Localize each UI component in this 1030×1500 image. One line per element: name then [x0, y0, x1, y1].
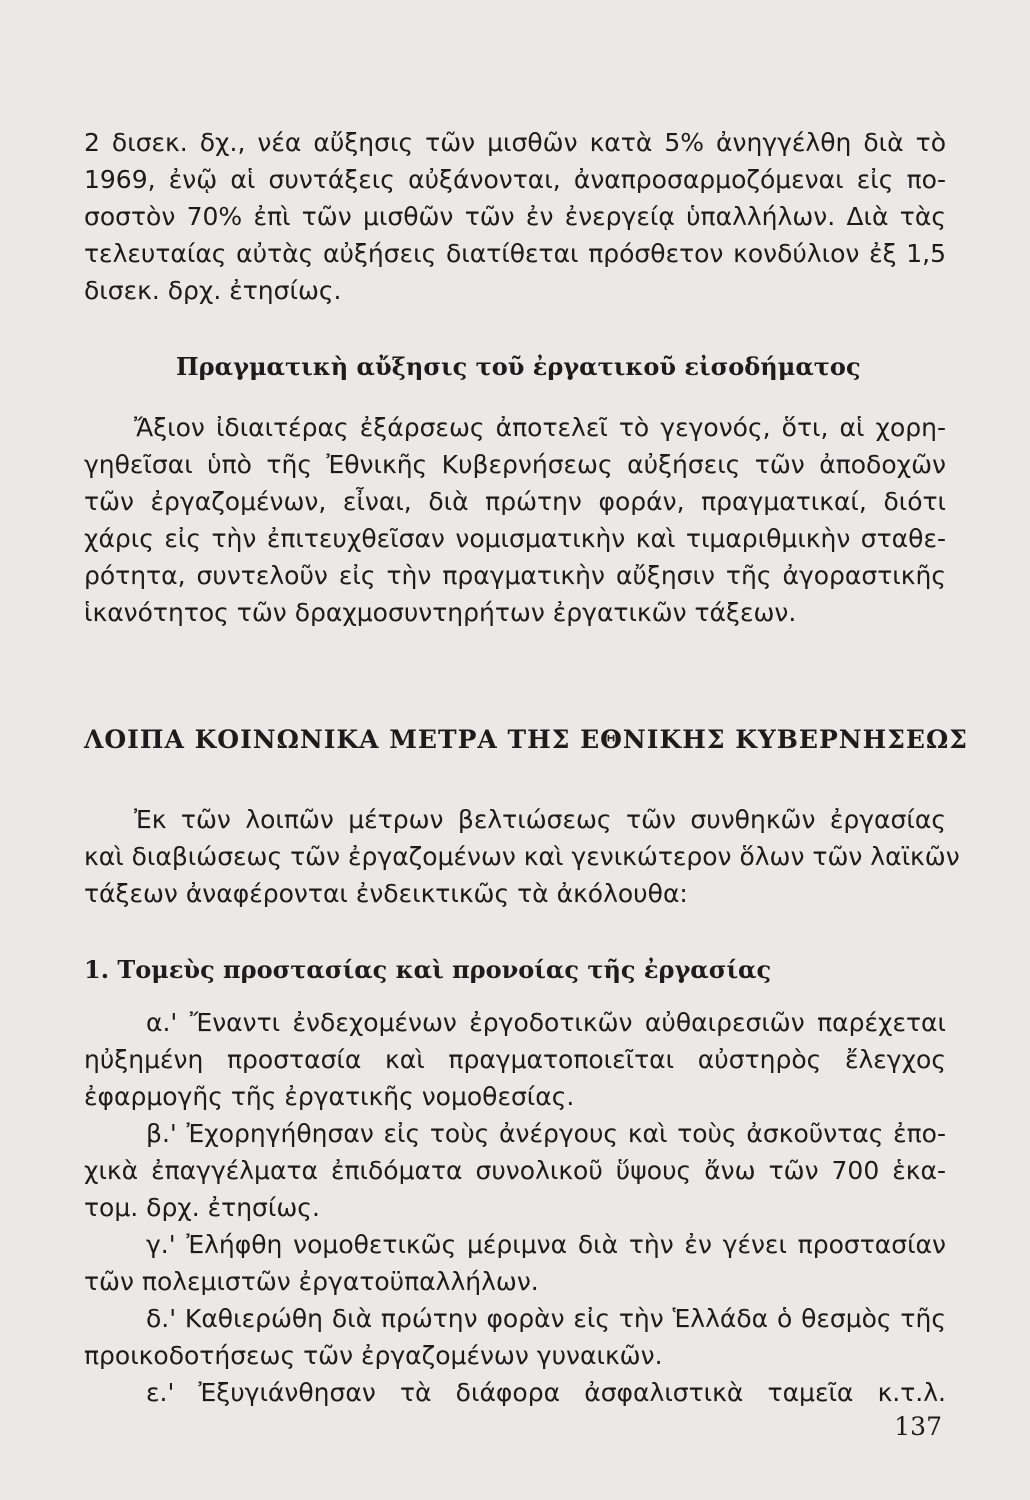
text-line: προικοδοτήσεως τῶν ἐργαζομένων γυναικῶν. [84, 1341, 663, 1370]
section-heading-real-income: Πραγματικὴ αὔξησις τοῦ ἐργατικοῦ εἰσοδήματος [176, 352, 861, 381]
text-line: δισεκ. δρχ. ἐτησίως. [84, 276, 342, 305]
text-line: τάξεων ἀναφέρονται ἐνδεικτικῶς τὰ ἀκόλουθα: [84, 879, 688, 908]
text-line: ρότητα, συντελοῦν εἰς τὴν πραγματικὴν αὔξησιν τῆς ἀγοραστικῆς [84, 561, 946, 590]
text-line: Ἄξιον ἰδιαιτέρας ἐξάρσεως ἀποτελεῖ τὸ γεγονός, ὅτι, αἱ χορη- [134, 413, 946, 442]
text-line: τῶν πολεμιστῶν ἐργατοϋπαλλήλων. [84, 1267, 539, 1296]
text-line: Ἐκ τῶν λοιπῶν μέτρων βελτιώσεως τῶν συνθηκῶν ἐργασίας [134, 805, 946, 834]
list-item-epsilon: ε.' Ἐξυγιάνθησαν τὰ διάφορα ἀσφαλιστικὰ ταμεῖα κ.τ.λ. [146, 1378, 946, 1407]
text-line: γηθεῖσαι ὑπὸ τῆς Ἐθνικῆς Κυβερνήσεως αὐξήσεις τῶν ἀποδοχῶν [84, 450, 946, 479]
text-line: ἐφαρμογῆς τῆς ἐργατικῆς νομοθεσίας. [84, 1082, 575, 1111]
text-line: τῶν ἐργαζομένων, εἶναι, διὰ πρώτην φοράν, πραγματικαί, διότι [84, 487, 946, 516]
list-item-delta: δ.' Καθιερώθη διὰ πρώτην φορὰν εἰς τὴν Ἑλλάδα ὁ θεσμὸς τῆς [146, 1304, 946, 1333]
text-line: 2 δισεκ. δχ., νέα αὔξησις τῶν μισθῶν κατὰ 5% ἀνηγγέλθη διὰ τὸ [84, 128, 946, 157]
subsection-heading-labour-protection: 1. Τομεὺς προστασίας καὶ προνοίας τῆς ἐργασίας [84, 955, 772, 984]
text-line: χάρις εἰς τὴν ἐπιτευχθεῖσαν νομισματικὴν καὶ τιμαριθμικὴν σταθε- [84, 524, 946, 553]
text-line: ηὐξημένη προστασία καὶ πραγματοποιεῖται αὐστηρὸς ἔλεγχος [84, 1045, 946, 1074]
text-line: τομ. δρχ. ἐτησίως. [84, 1193, 320, 1222]
list-item-alpha: α.' Ἔναντι ἐνδεχομένων ἐργοδοτικῶν αὐθαιρεσιῶν παρέχεται [146, 1008, 946, 1037]
text-line: χικὰ ἐπαγγέλματα ἐπιδόματα συνολικοῦ ὕψους ἄνω τῶν 700 ἑκα- [84, 1156, 946, 1185]
text-line: καὶ διαβιώσεως τῶν ἐργαζομένων καὶ γενικώτερον ὅλων τῶν λαϊκῶν [84, 842, 960, 871]
chapter-heading-other-social-measures: ΛΟΙΠΑ ΚΟΙΝΩΝΙΚΑ ΜΕΤΡΑ ΤΗΣ ΕΘΝΙΚΗΣ ΚΥΒΕΡΝΗΣΕΩΣ [84, 725, 968, 754]
list-item-gamma: γ.' Ἐλήφθη νομοθετικῶς μέριμνα διὰ τὴν ἐν γένει προστασίαν [146, 1230, 946, 1259]
text-line: 1969, ἐνῷ αἱ συντάξεις αὐξάνονται, ἀναπροσαρμοζόμεναι εἰς πο- [84, 165, 946, 194]
text-line: ἱκανότητος τῶν δραχμοσυντηρήτων ἐργατικῶν τάξεων. [84, 598, 797, 627]
text-line: τελευταίας αὐτὰς αὐξήσεις διατίθεται πρόσθετον κονδύλιον ἐξ 1,5 [84, 239, 946, 268]
list-item-beta: β.' Ἐχορηγήθησαν εἰς τοὺς ἀνέργους καὶ τοὺς ἀσκοῦντας ἐπο- [146, 1119, 946, 1148]
page-number: 137 [894, 1412, 942, 1441]
text-line: σοστὸν 70% ἐπὶ τῶν μισθῶν τῶν ἐν ἐνεργείᾳ ὑπαλλήλων. Διὰ τὰς [84, 202, 946, 231]
